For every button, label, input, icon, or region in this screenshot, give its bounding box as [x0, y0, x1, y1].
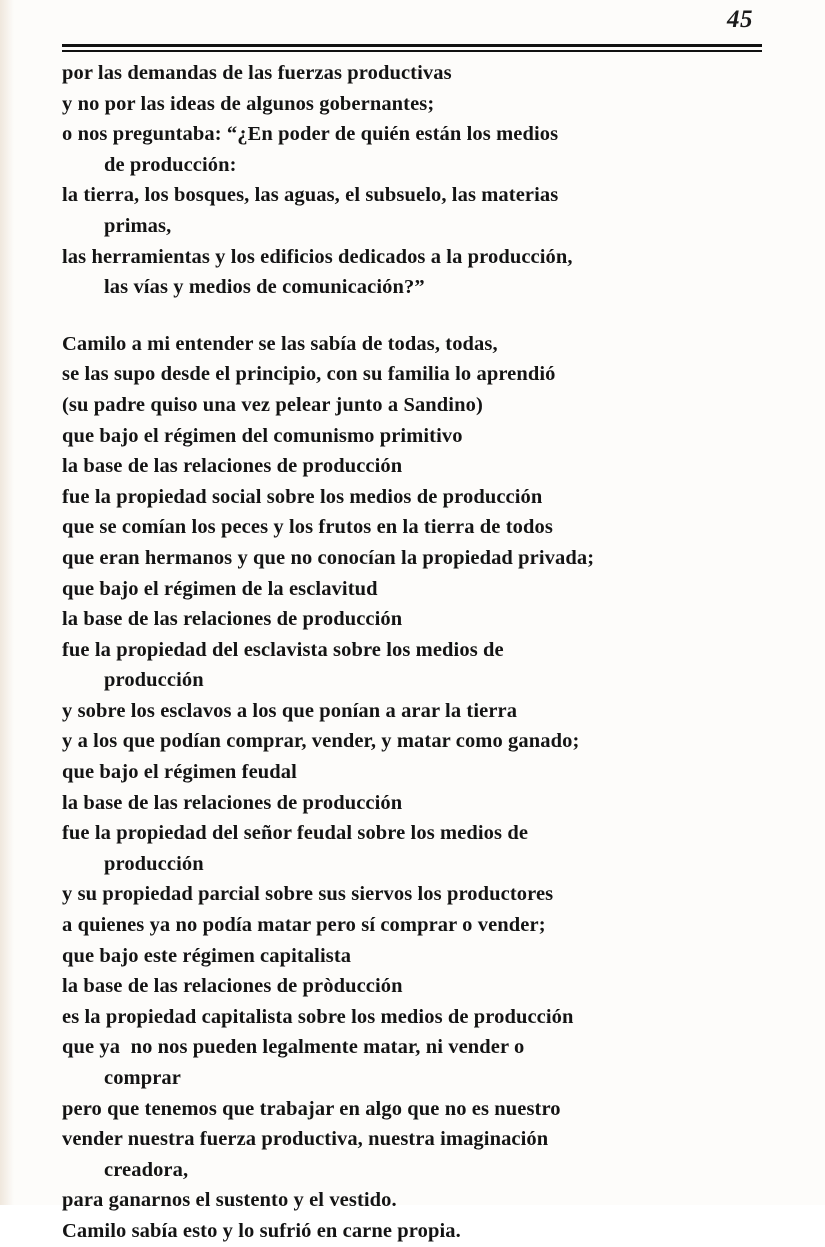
- poem-line: que eran hermanos y que no conocían la propiedad privada;: [62, 546, 595, 569]
- poem-line: que se comían los peces y los frutos en la tierra de todos: [62, 516, 553, 539]
- poem-line: de producción:: [104, 153, 237, 176]
- poem-line: la tierra, los bosques, las aguas, el subsuelo, las materias: [62, 184, 559, 207]
- poem-line: creadora,: [104, 1158, 189, 1181]
- poem-line: la base de las relaciones de producción: [62, 791, 403, 814]
- poem-line: fue la propiedad del esclavista sobre los medios de: [62, 638, 504, 661]
- page-gutter-shadow: [0, 0, 14, 1205]
- poem-line: producción: [104, 669, 204, 692]
- poem-line: las herramientas y los edificios dedicados a la producción,: [62, 245, 573, 268]
- poem-line: se las supo desde el principio, con su familia lo aprendió: [62, 363, 556, 386]
- poem-line: que bajo el régimen feudal: [62, 761, 297, 784]
- poem-line: es la propiedad capitalista sobre los medios de producción: [62, 1005, 574, 1028]
- poem-body: [62, 58, 782, 1247]
- page-number: 45: [727, 6, 753, 33]
- poem-line: y no por las ideas de algunos gobernantes;: [62, 92, 435, 115]
- poem-line: que bajo el régimen de la esclavitud: [62, 577, 378, 600]
- poem-line: a quienes ya no podía matar pero sí comprar o vender;: [62, 914, 546, 937]
- poem-line: la base de las relaciones de producción: [62, 455, 403, 478]
- poem-line: la base de las relaciones de pròducción: [62, 975, 403, 998]
- poem-line: y su propiedad parcial sobre sus siervos los productores: [62, 883, 554, 906]
- poem-line: (su padre quiso una vez pelear junto a Sandino): [62, 393, 483, 416]
- poem-line: y sobre los esclavos a los que ponían a arar la tierra: [62, 699, 518, 722]
- poem-line: fue la propiedad social sobre los medios de producción: [62, 485, 543, 508]
- poem-line: vender nuestra fuerza productiva, nuestra imaginación: [62, 1128, 549, 1151]
- poem-line: que bajo este régimen capitalista: [62, 944, 352, 967]
- poem-line: que bajo el régimen del comunismo primitivo: [62, 424, 463, 447]
- poem-line: las vías y medios de comunicación?”: [104, 276, 425, 299]
- poem-line: primas,: [104, 214, 172, 237]
- poem-line: producción: [104, 852, 204, 875]
- poem-line: o nos preguntaba: “¿En poder de quién están los medios: [62, 123, 559, 146]
- poem-stanza: [62, 329, 782, 1247]
- poem-line: comprar: [104, 1067, 181, 1089]
- poem-line: la base de las relaciones de producción: [62, 608, 403, 631]
- poem-line: que ya no nos pueden legalmente matar, ni vender o: [62, 1036, 525, 1059]
- poem-line: fue la propiedad del señor feudal sobre los medios de: [62, 822, 529, 845]
- poem-line: Camilo a mi entender se las sabía de todas, todas,: [62, 332, 498, 355]
- poem-line: pero que tenemos que trabajar en algo que no es nuestro: [62, 1097, 561, 1120]
- poem-line: Camilo sabía esto y lo sufrió en carne propia.: [62, 1219, 461, 1242]
- poem-stanza: [62, 58, 782, 303]
- header-rule-thick: [62, 44, 762, 47]
- poem-line: y a los que podían comprar, vender, y matar como ganado;: [62, 730, 580, 753]
- header-rule: [62, 44, 762, 52]
- poem-line: por las demandas de las fuerzas productivas: [62, 62, 452, 84]
- header-rule-thin: [62, 50, 762, 52]
- poem-line: para ganarnos el sustento y el vestido.: [62, 1189, 397, 1212]
